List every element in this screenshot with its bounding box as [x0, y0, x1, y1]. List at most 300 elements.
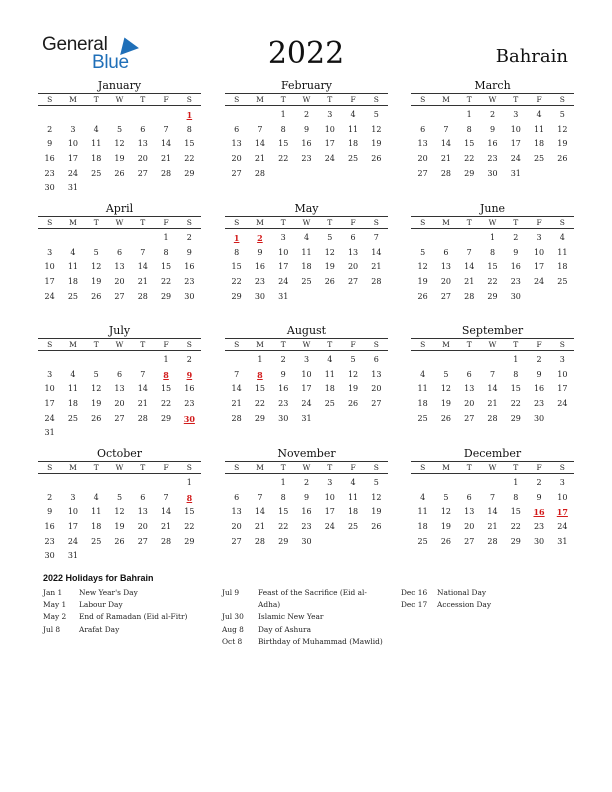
- day-cell: 15: [278, 139, 289, 149]
- day-cell: 27: [114, 291, 125, 301]
- day-cell: 30: [254, 291, 266, 301]
- day-cell: 1: [489, 233, 496, 242]
- day-cell: 22: [487, 277, 498, 287]
- day-cell: 11: [347, 492, 359, 502]
- day-cell: 21: [254, 154, 266, 164]
- day-cell: 17: [67, 522, 79, 532]
- weekday-label: T: [280, 463, 286, 472]
- holiday-date: Jul 9: [222, 588, 240, 597]
- holiday-date: Dec 17: [401, 600, 428, 610]
- day-cell: 11: [324, 369, 335, 379]
- day-cell: 22: [231, 277, 242, 287]
- empty-day-cell: [481, 476, 504, 491]
- holiday-day-cell: 16: [533, 507, 545, 518]
- day-cell: 22: [184, 522, 195, 532]
- day-cell: 22: [278, 154, 289, 164]
- weekday-header: [411, 461, 574, 474]
- day-cell: 31: [278, 291, 289, 301]
- day-cell: 4: [536, 110, 542, 119]
- day-cell: 23: [184, 277, 195, 287]
- day-cell: 13: [371, 369, 382, 379]
- day-cell: 8: [513, 369, 519, 379]
- day-cell: 16: [184, 262, 195, 272]
- weekday-label: S: [234, 95, 240, 104]
- day-cell: 20: [114, 277, 125, 287]
- day-cell: 11: [67, 384, 79, 394]
- day-cell: 17: [557, 384, 568, 394]
- month-name: May: [294, 202, 319, 215]
- day-cell: 19: [440, 522, 452, 532]
- weekday-label: S: [234, 218, 240, 227]
- day-cell: 23: [487, 154, 498, 164]
- day-cell: 31: [510, 168, 521, 178]
- weekday-label: S: [186, 463, 192, 472]
- day-cell: 17: [44, 399, 55, 409]
- weekday-header: [38, 338, 201, 351]
- day-cell: 18: [417, 522, 428, 532]
- day-cell: 14: [487, 384, 498, 394]
- day-cell: 19: [114, 522, 125, 532]
- day-cell: 2: [186, 233, 192, 242]
- day-cell: 1: [280, 478, 286, 487]
- holiday-name: Islamic New Year: [258, 612, 324, 622]
- day-cell: 15: [510, 384, 521, 394]
- day-cell: 19: [557, 139, 568, 149]
- weekday-label: T: [93, 340, 99, 349]
- day-cell: 25: [67, 291, 79, 301]
- empty-day-cell: [85, 108, 108, 123]
- month-june: [411, 202, 574, 304]
- holiday-date: May 1: [43, 600, 67, 610]
- day-cell: 26: [324, 277, 335, 287]
- day-cell: 27: [464, 413, 475, 423]
- day-cell: 9: [186, 247, 192, 257]
- day-cell: 25: [91, 168, 102, 178]
- day-cell: 7: [257, 492, 263, 502]
- day-cell: 2: [513, 233, 519, 242]
- day-cell: 22: [464, 154, 475, 164]
- day-cell: 15: [464, 139, 475, 149]
- day-cell: 24: [324, 522, 335, 532]
- weekday-label: T: [327, 218, 333, 227]
- weekday-label: W: [115, 463, 124, 472]
- day-cell: 10: [324, 124, 335, 134]
- day-grid: [225, 351, 388, 426]
- holiday-row: [222, 624, 388, 636]
- weekday-label: M: [442, 340, 450, 349]
- day-cell: 5: [93, 247, 99, 257]
- day-cell: 9: [47, 507, 53, 517]
- empty-day-cell: [38, 231, 61, 246]
- day-cell: 1: [257, 355, 263, 364]
- day-cell: 10: [44, 262, 55, 272]
- weekday-label: T: [513, 218, 519, 227]
- day-cell: 21: [464, 277, 475, 287]
- day-cell: 28: [464, 291, 475, 301]
- weekday-label: W: [302, 463, 311, 472]
- day-cell: 16: [44, 522, 55, 532]
- day-cell: 6: [116, 247, 123, 257]
- day-cell: 30: [487, 168, 498, 178]
- day-cell: 14: [464, 262, 475, 272]
- weekday-label: S: [559, 95, 565, 104]
- empty-day-cell: [411, 476, 434, 491]
- day-cell: 24: [67, 168, 79, 178]
- day-cell: 21: [160, 154, 172, 164]
- day-cell: 10: [301, 369, 312, 379]
- day-cell: 4: [303, 233, 310, 242]
- month-name: June: [479, 202, 506, 215]
- day-cell: 5: [116, 492, 123, 502]
- weekday-label: T: [140, 95, 146, 104]
- day-cell: 1: [513, 478, 519, 487]
- day-cell: 2: [47, 124, 53, 134]
- month-name: November: [277, 447, 336, 460]
- day-cell: 20: [371, 384, 382, 394]
- weekday-label: T: [327, 340, 333, 349]
- day-grid: [38, 229, 201, 304]
- month-october: [38, 447, 201, 564]
- day-cell: 22: [184, 154, 195, 164]
- weekday-label: S: [559, 340, 565, 349]
- weekday-label: T: [93, 218, 99, 227]
- day-cell: 22: [160, 277, 172, 287]
- country-name: Bahrain: [495, 46, 568, 67]
- day-cell: 6: [466, 492, 472, 502]
- weekday-label: W: [302, 340, 311, 349]
- day-cell: 18: [417, 399, 428, 409]
- weekday-header: [225, 338, 388, 351]
- day-cell: 3: [303, 355, 310, 364]
- day-cell: 29: [278, 536, 289, 546]
- empty-day-cell: [85, 231, 108, 246]
- day-cell: 20: [137, 522, 148, 532]
- empty-day-cell: [248, 108, 271, 123]
- weekday-label: F: [163, 218, 169, 227]
- day-cell: 28: [487, 536, 498, 546]
- day-cell: 9: [303, 492, 310, 502]
- day-cell: 15: [184, 139, 195, 149]
- day-cell: 22: [510, 522, 521, 532]
- page-title-year: 2022: [267, 36, 345, 71]
- day-cell: 4: [93, 124, 99, 134]
- day-cell: 29: [254, 413, 266, 423]
- holiday-row: [43, 624, 209, 636]
- day-cell: 26: [417, 291, 428, 301]
- holiday-name: Accession Day: [437, 600, 492, 610]
- day-cell: 18: [557, 262, 568, 272]
- month-february: [225, 79, 388, 181]
- empty-day-cell: [458, 231, 481, 246]
- empty-day-cell: [248, 476, 271, 491]
- day-cell: 25: [67, 413, 79, 423]
- day-cell: 19: [440, 399, 452, 409]
- weekday-label: F: [350, 463, 356, 472]
- day-cell: 12: [324, 247, 335, 257]
- day-cell: 29: [231, 291, 242, 301]
- day-cell: 26: [347, 399, 359, 409]
- day-cell: 26: [557, 154, 568, 164]
- day-cell: 14: [371, 247, 382, 257]
- day-cell: 6: [234, 492, 240, 502]
- day-cell: 30: [278, 413, 289, 423]
- day-cell: 11: [91, 507, 102, 517]
- weekday-label: W: [115, 218, 124, 227]
- day-cell: 9: [536, 369, 542, 379]
- day-cell: 13: [231, 507, 242, 517]
- day-cell: 3: [70, 124, 76, 134]
- day-cell: 19: [417, 277, 428, 287]
- day-cell: 5: [443, 369, 449, 379]
- day-cell: 14: [440, 139, 452, 149]
- day-cell: 25: [417, 413, 428, 423]
- day-cell: 15: [254, 384, 266, 394]
- empty-day-cell: [434, 353, 457, 368]
- weekday-label: S: [186, 340, 192, 349]
- month-name: March: [474, 79, 511, 92]
- weekday-label: T: [280, 340, 286, 349]
- holiday-column: [43, 587, 209, 636]
- weekday-label: W: [488, 218, 497, 227]
- day-cell: 21: [137, 277, 148, 287]
- weekday-label: T: [93, 95, 99, 104]
- day-cell: 13: [464, 507, 475, 517]
- weekday-header: [225, 216, 388, 229]
- day-cell: 4: [420, 492, 426, 502]
- day-grid: [411, 474, 574, 549]
- day-cell: 30: [533, 536, 545, 546]
- day-cell: 30: [44, 551, 55, 561]
- weekday-label: M: [442, 218, 450, 227]
- empty-day-cell: [38, 476, 61, 491]
- day-cell: 13: [440, 262, 452, 272]
- holiday-row: [401, 599, 567, 611]
- weekday-header: [411, 216, 574, 229]
- day-cell: 24: [533, 277, 545, 287]
- day-cell: 15: [160, 384, 172, 394]
- month-name: January: [97, 79, 142, 92]
- day-cell: 8: [186, 124, 192, 134]
- day-cell: 25: [417, 536, 428, 546]
- day-cell: 14: [137, 384, 148, 394]
- empty-day-cell: [154, 476, 177, 491]
- weekday-header: [38, 461, 201, 474]
- day-cell: 7: [443, 124, 449, 134]
- weekday-label: S: [373, 218, 379, 227]
- day-cell: 11: [67, 262, 79, 272]
- day-cell: 3: [536, 233, 542, 242]
- holiday-name: Birthday of Muhammad (Mawlid): [258, 636, 383, 646]
- day-cell: 26: [114, 536, 125, 546]
- day-cell: 10: [67, 507, 79, 517]
- empty-day-cell: [434, 231, 457, 246]
- day-cell: 9: [47, 139, 53, 149]
- day-cell: 12: [371, 124, 382, 134]
- day-cell: 13: [464, 384, 475, 394]
- empty-day-cell: [38, 353, 61, 368]
- holiday-date: Jul 8: [43, 624, 61, 634]
- empty-day-cell: [131, 231, 154, 246]
- empty-day-cell: [225, 108, 248, 123]
- day-cell: 26: [371, 154, 382, 164]
- day-cell: 31: [44, 428, 55, 438]
- day-cell: 28: [160, 536, 172, 546]
- day-cell: 4: [327, 355, 333, 364]
- empty-day-cell: [108, 353, 131, 368]
- day-cell: 14: [160, 139, 172, 149]
- holiday-day-cell: 8: [257, 369, 263, 380]
- day-cell: 21: [371, 262, 382, 272]
- day-cell: 26: [91, 413, 102, 423]
- day-cell: 2: [303, 478, 310, 487]
- weekday-label: F: [536, 340, 542, 349]
- day-cell: 25: [301, 277, 312, 287]
- weekday-label: M: [69, 463, 77, 472]
- holiday-name: Adha): [258, 600, 281, 610]
- day-cell: 14: [160, 507, 172, 517]
- day-cell: 20: [417, 154, 428, 164]
- day-cell: 24: [557, 399, 568, 409]
- day-cell: 12: [347, 369, 359, 379]
- day-cell: 27: [137, 536, 148, 546]
- day-cell: 28: [137, 413, 148, 423]
- holiday-date: Dec 16: [401, 588, 428, 597]
- day-cell: 20: [464, 522, 475, 532]
- day-cell: 4: [70, 247, 76, 257]
- day-cell: 15: [160, 262, 172, 272]
- day-cell: 1: [186, 478, 192, 487]
- holiday-day-cell: 1: [233, 233, 240, 243]
- day-cell: 13: [137, 507, 148, 517]
- weekday-label: M: [69, 218, 77, 227]
- weekday-label: S: [373, 95, 379, 104]
- weekday-label: M: [256, 463, 264, 472]
- empty-day-cell: [225, 476, 248, 491]
- day-cell: 18: [67, 277, 79, 287]
- holiday-row: [43, 587, 209, 599]
- day-cell: 18: [301, 262, 312, 272]
- holiday-column: [401, 587, 567, 611]
- weekday-header: [225, 93, 388, 106]
- weekday-label: M: [442, 463, 450, 472]
- day-cell: 22: [278, 522, 289, 532]
- day-cell: 27: [440, 291, 452, 301]
- day-cell: 28: [254, 536, 266, 546]
- holiday-date: Aug 8: [222, 624, 244, 634]
- holiday-name: Labour Day: [79, 600, 123, 610]
- day-cell: 17: [324, 507, 335, 517]
- day-cell: 15: [487, 262, 498, 272]
- day-cell: 24: [557, 522, 568, 532]
- day-cell: 8: [466, 124, 472, 134]
- day-cell: 9: [536, 492, 542, 502]
- day-cell: 12: [114, 139, 125, 149]
- day-cell: 20: [231, 154, 242, 164]
- empty-day-cell: [61, 231, 84, 246]
- weekday-label: S: [47, 463, 53, 472]
- empty-day-cell: [154, 108, 177, 123]
- day-cell: 7: [466, 247, 472, 257]
- empty-day-cell: [481, 353, 504, 368]
- weekday-label: S: [420, 463, 426, 472]
- empty-day-cell: [108, 231, 131, 246]
- day-cell: 22: [160, 399, 172, 409]
- day-cell: 23: [184, 399, 195, 409]
- day-cell: 10: [67, 139, 79, 149]
- day-cell: 2: [536, 355, 542, 364]
- day-cell: 20: [440, 277, 452, 287]
- day-cell: 27: [371, 399, 382, 409]
- day-cell: 19: [324, 262, 335, 272]
- weekday-header: [411, 338, 574, 351]
- day-cell: 6: [350, 233, 356, 242]
- day-cell: 4: [559, 233, 565, 242]
- day-cell: 14: [254, 507, 266, 517]
- weekday-label: S: [186, 218, 192, 227]
- day-cell: 19: [371, 139, 382, 149]
- weekday-label: S: [373, 463, 379, 472]
- day-cell: 11: [557, 247, 568, 257]
- weekday-label: W: [115, 340, 124, 349]
- day-cell: 4: [70, 369, 76, 379]
- month-name: July: [108, 324, 131, 337]
- day-cell: 31: [67, 551, 79, 561]
- day-cell: 24: [44, 291, 55, 301]
- holiday-day-cell: 8: [163, 369, 169, 380]
- holiday-name: Day of Ashura: [258, 624, 311, 634]
- day-cell: 28: [254, 168, 266, 178]
- day-cell: 15: [510, 507, 521, 517]
- day-cell: 9: [489, 124, 496, 134]
- day-cell: 1: [163, 355, 169, 364]
- day-cell: 14: [137, 262, 148, 272]
- day-cell: 24: [301, 399, 312, 409]
- holiday-row: [401, 587, 567, 599]
- day-cell: 17: [324, 139, 335, 149]
- empty-day-cell: [61, 476, 84, 491]
- day-cell: 20: [464, 399, 475, 409]
- day-cell: 16: [301, 507, 312, 517]
- day-cell: 25: [557, 277, 568, 287]
- day-cell: 13: [231, 139, 242, 149]
- day-cell: 30: [510, 291, 521, 301]
- month-december: [411, 447, 574, 549]
- day-cell: 15: [231, 262, 242, 272]
- weekday-label: S: [420, 218, 426, 227]
- weekday-label: T: [93, 463, 99, 472]
- day-cell: 11: [417, 384, 428, 394]
- day-cell: 31: [557, 536, 568, 546]
- day-cell: 7: [163, 124, 169, 134]
- day-cell: 9: [303, 124, 310, 134]
- weekday-label: T: [513, 95, 519, 104]
- day-cell: 10: [533, 247, 545, 257]
- day-grid: [411, 351, 574, 426]
- day-cell: 2: [489, 110, 496, 119]
- day-cell: 1: [513, 355, 519, 364]
- day-cell: 21: [231, 399, 242, 409]
- day-cell: 26: [371, 522, 382, 532]
- weekday-label: S: [47, 340, 53, 349]
- month-january: [38, 79, 201, 196]
- weekday-label: F: [350, 340, 356, 349]
- holiday-date: [222, 599, 258, 611]
- day-cell: 6: [373, 355, 379, 364]
- day-grid: [38, 351, 201, 441]
- empty-day-cell: [458, 476, 481, 491]
- empty-day-cell: [108, 476, 131, 491]
- day-cell: 18: [91, 522, 102, 532]
